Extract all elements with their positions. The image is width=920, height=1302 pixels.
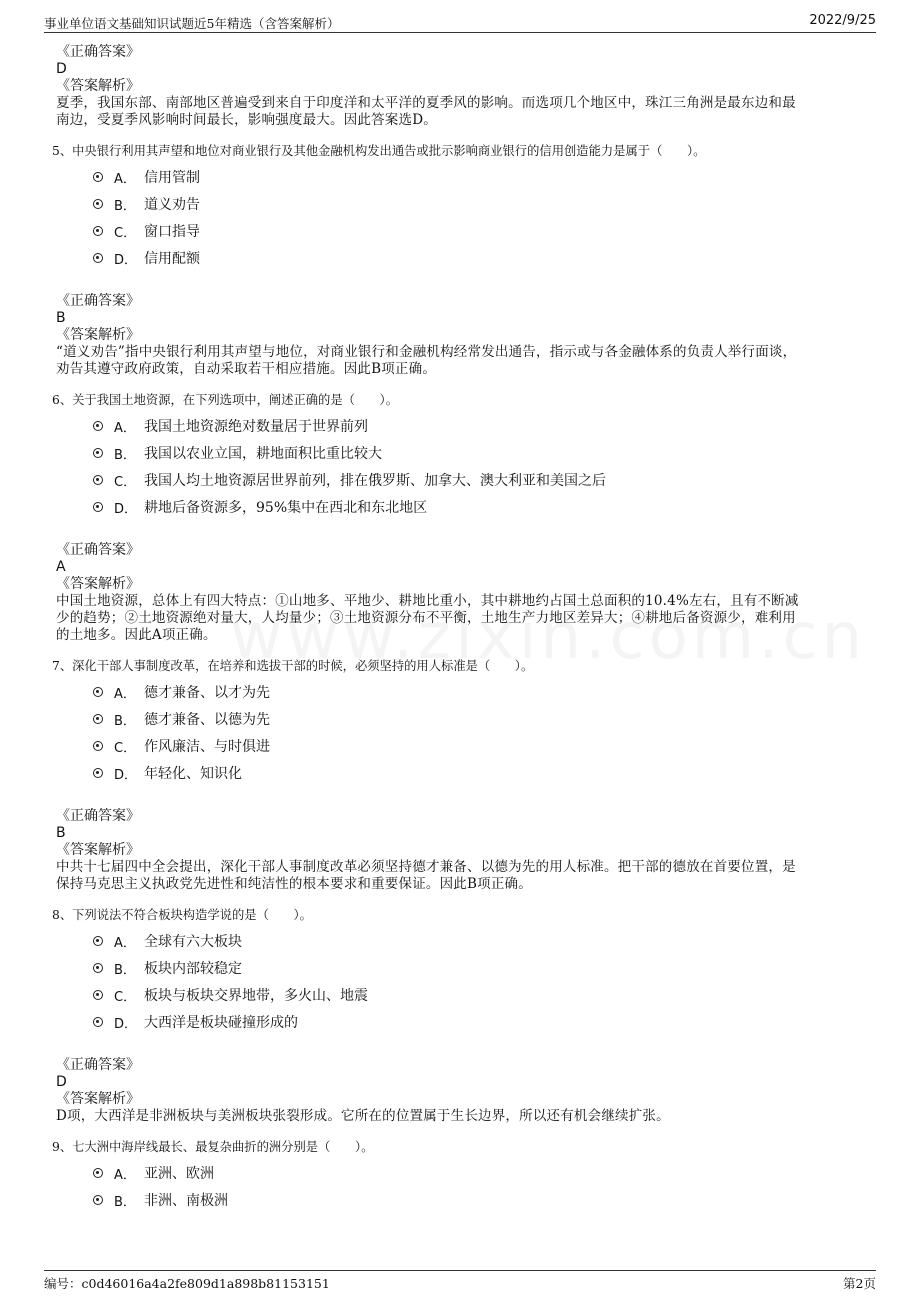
answer-value: A: [56, 559, 66, 575]
option-b[interactable]: B． 板块内部较稳定: [56, 956, 862, 983]
answer-section: [56, 44, 862, 129]
analysis-text: [56, 344, 862, 378]
radio-button[interactable]: [93, 1017, 103, 1027]
answer-value: B: [56, 310, 66, 326]
radio-button[interactable]: [93, 1195, 103, 1205]
analysis-label: 《答案解析》: [56, 1091, 140, 1107]
analysis-label: 《答案解析》: [56, 327, 140, 343]
answer-label: 《正确答案》: [56, 44, 140, 60]
option-a[interactable]: A． 全球有六大板块: [56, 929, 862, 956]
radio-button[interactable]: [93, 768, 103, 778]
radio-button[interactable]: [93, 448, 103, 458]
answer-value: D: [56, 1074, 67, 1090]
option-a[interactable]: A． 信用管制: [56, 165, 862, 192]
page-footer: [44, 1270, 876, 1293]
radio-button[interactable]: [93, 253, 103, 263]
radio-button[interactable]: [93, 990, 103, 1000]
analysis-line: D项，大西洋是非洲板块与美洲板块张裂形成。它所在的位置属于生长边界，所以还有机会继续扩张。: [56, 1108, 670, 1124]
document-date: 2022/9/25: [809, 13, 876, 28]
radio-button[interactable]: [93, 714, 103, 724]
radio-button[interactable]: [93, 475, 103, 485]
analysis-text: [56, 859, 862, 893]
analysis-label: 《答案解析》: [56, 78, 140, 94]
page-number: 第2页: [843, 1276, 876, 1291]
analysis-line: 少的趋势；②土地资源绝对量大，人均量少；③土地资源分布不平衡，土地生产力地区差异大；④耕地后备资源少，难利用: [56, 610, 796, 626]
question-6-options: [56, 414, 862, 522]
answer-value: D: [56, 61, 67, 77]
answer-value: B: [56, 825, 66, 841]
option-c[interactable]: C． 板块与板块交界地带，多火山、地震: [56, 983, 862, 1010]
answer-label: 《正确答案》: [56, 808, 140, 824]
radio-button[interactable]: [93, 172, 103, 182]
option-b[interactable]: B． 道义劝告: [56, 192, 862, 219]
option-c[interactable]: C． 我国人均土地资源居世界前列，排在俄罗斯、加拿大、澳大利亚和美国之后: [56, 468, 862, 495]
answer-label: 《正确答案》: [56, 542, 140, 558]
answer-label: 《正确答案》: [56, 293, 140, 309]
radio-button[interactable]: [93, 963, 103, 973]
document-body: [52, 44, 862, 1235]
option-c[interactable]: C． 窗口指导: [56, 219, 862, 246]
question-7: 7、深化干部人事制度改革，在培养和选拔干部的时候，必须坚持的用人标准是（ ）。: [52, 659, 534, 673]
radio-button[interactable]: [93, 502, 103, 512]
analysis-line: 夏季，我国东部、南部地区普遍受到来自于印度洋和太平洋的夏季风的影响。而选项几个地区中，珠江三角洲是最东边和最: [56, 95, 796, 111]
answer-section: [56, 808, 862, 893]
analysis-text: [56, 95, 862, 129]
analysis-line: “道义劝告”指中央银行利用其声望与地位，对商业银行和金融机构经常发出通告，指示或与各金融体系的负责人举行面谈，: [56, 344, 797, 360]
analysis-line: 中共十七届四中全会提出，深化干部人事制度改革必须坚持德才兼备、以德为先的用人标准。把干部的德放在首要位置，是: [56, 859, 796, 875]
question-5-options: [56, 165, 862, 273]
answer-section: [56, 293, 862, 378]
analysis-text: [56, 1108, 862, 1125]
answer-section: [56, 1057, 862, 1125]
document-title: 事业单位语文基础知识试题近5年精选（含答案解析）: [44, 16, 340, 31]
option-b[interactable]: B． 我国以农业立国，耕地面积比重比较大: [56, 441, 862, 468]
analysis-line: 劝告其遵守政府政策，自动采取若干相应措施。因此B项正确。: [56, 361, 437, 377]
page-header: [44, 12, 876, 33]
question-9: 9、七大洲中海岸线最长、最复杂曲折的洲分别是（ ）。: [52, 1140, 374, 1154]
document-code: 编号：c0d46016a4a2fe809d1a898b81153151: [44, 1276, 330, 1291]
option-b[interactable]: B． 非洲、南极洲: [56, 1188, 862, 1215]
option-a[interactable]: A． 亚洲、欧洲: [56, 1161, 862, 1188]
option-d[interactable]: D． 年轻化、知识化: [56, 761, 862, 788]
option-a[interactable]: A． 德才兼备、以才为先: [56, 680, 862, 707]
question-9-options: [56, 1161, 862, 1215]
analysis-line: 中国土地资源，总体上有四大特点：①山地多、平地少、耕地比重小，其中耕地约占国土总面积的10.4%左右，且有不断减: [56, 593, 799, 609]
analysis-line: 的土地多。因此A项正确。: [56, 627, 217, 643]
option-a[interactable]: A． 我国土地资源绝对数量居于世界前列: [56, 414, 862, 441]
analysis-label: 《答案解析》: [56, 842, 140, 858]
radio-button[interactable]: [93, 1168, 103, 1178]
answer-section: [56, 542, 862, 644]
analysis-line: 保持马克思主义执政党先进性和纯洁性的根本要求和重要保证。因此B项正确。: [56, 876, 532, 892]
analysis-text: [56, 593, 862, 644]
radio-button[interactable]: [93, 226, 103, 236]
radio-button[interactable]: [93, 741, 103, 751]
question-7-options: [56, 680, 862, 788]
analysis-label: 《答案解析》: [56, 576, 140, 592]
question-5: 5、中央银行利用其声望和地位对商业银行及其他金融机构发出通告或批示影响商业银行的信用创造能力是属于（ ）。: [52, 144, 706, 158]
option-b[interactable]: B． 德才兼备、以德为先: [56, 707, 862, 734]
radio-button[interactable]: [93, 687, 103, 697]
option-d[interactable]: D． 信用配额: [56, 246, 862, 273]
question-6: 6、关于我国土地资源，在下列选项中，阐述正确的是（ ）。: [52, 393, 398, 407]
radio-button[interactable]: [93, 199, 103, 209]
option-d[interactable]: D． 大西洋是板块碰撞形成的: [56, 1010, 862, 1037]
radio-button[interactable]: [93, 936, 103, 946]
question-8-options: [56, 929, 862, 1037]
question-8: 8、下列说法不符合板块构造学说的是（ ）。: [52, 908, 312, 922]
option-d[interactable]: D． 耕地后备资源多，95%集中在西北和东北地区: [56, 495, 862, 522]
radio-button[interactable]: [93, 421, 103, 431]
option-c[interactable]: C． 作风廉洁、与时俱进: [56, 734, 862, 761]
answer-label: 《正确答案》: [56, 1057, 140, 1073]
analysis-line: 南边，受夏季风影响时间最长，影响强度最大。因此答案选D。: [56, 112, 437, 128]
